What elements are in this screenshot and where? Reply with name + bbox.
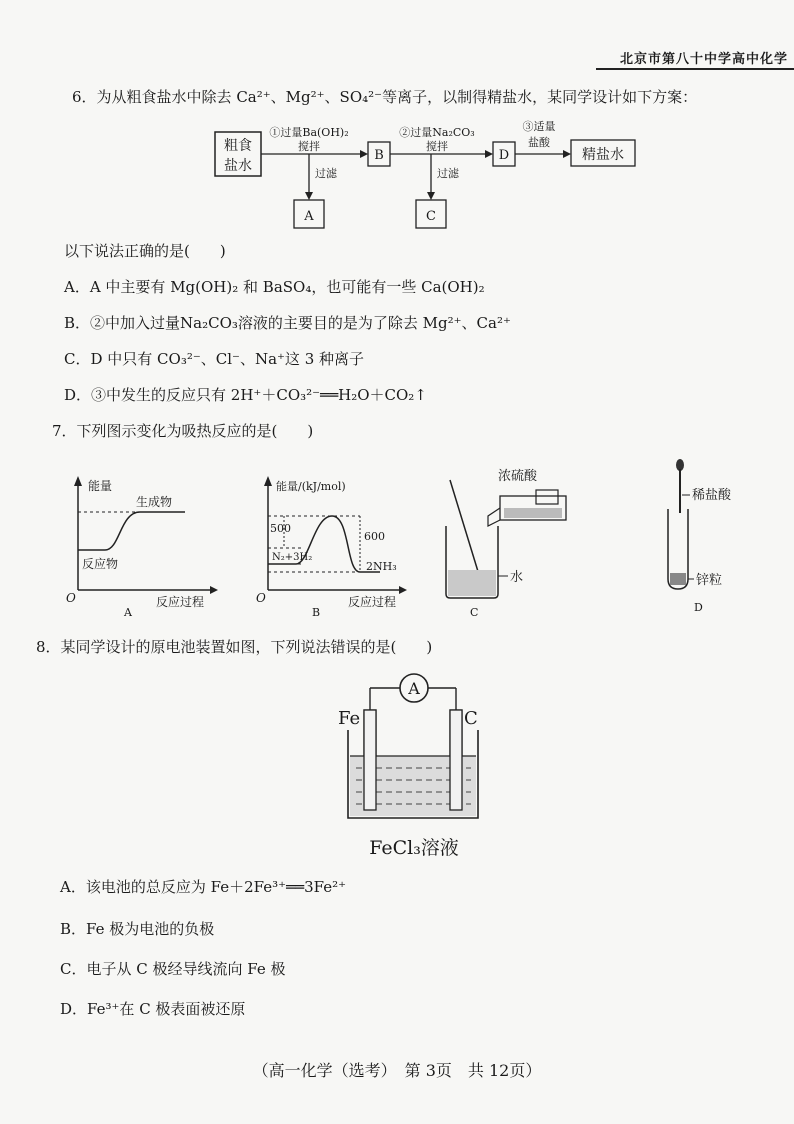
q6-flow-diagram — [205, 112, 655, 237]
fig-a-product: 生成物 — [136, 495, 173, 509]
page-footer: （高一化学（选考） 第 3页 共 12页） — [252, 1061, 542, 1080]
flow-step2-top: ②过量Na₂CO₃ — [399, 126, 475, 139]
fig-d-metal: 锌粒 — [696, 573, 723, 588]
flow-filter1: 过滤 — [315, 167, 337, 180]
fig-d-reagent: 稀盐酸 — [692, 488, 732, 503]
q8-option-c: C．电子从 C 极经导线流向 Fe 极 — [60, 960, 286, 978]
q8-option-d: D．Fe³⁺在 C 极表面被还原 — [60, 1000, 246, 1018]
fig-a-origin: O — [66, 591, 76, 605]
fig-b-product: 2NH₃ — [366, 560, 397, 573]
flow-step1-top: ①过量Ba(OH)₂ — [269, 126, 349, 139]
cell-left-label: Fe — [338, 708, 361, 729]
flow-step1-bottom: 搅拌 — [298, 140, 320, 153]
fig-a-ylabel: 能量 — [88, 479, 113, 493]
flow-step2-bottom: 搅拌 — [426, 140, 448, 153]
q7-figure-c — [440, 460, 590, 620]
flow-box-d: D — [498, 148, 510, 163]
fig-b-reactant: N₂+3H₂ — [272, 552, 313, 563]
q8-stem: 8．某同学设计的原电池装置如图，下列说法错误的是( ) — [36, 638, 433, 656]
q6-option-b: B．②中加入过量Na₂CO₃溶液的主要目的是为了除去 Mg²⁺、Ca²⁺ — [64, 314, 511, 332]
q6-option-c: C．D 中只有 CO₃²⁻、Cl⁻、Na⁺这 3 种离子 — [64, 350, 365, 368]
q8-option-a: A．该电池的总反应为 Fe＋2Fe³⁺══3Fe²⁺ — [60, 878, 347, 896]
fig-b-xlabel: 反应过程 — [348, 595, 397, 609]
q6-stem: 6．为从粗食盐水中除去 Ca²⁺、Mg²⁺、SO₄²⁻等离子，以制得精盐水，某同学设计如下方案： — [72, 88, 698, 106]
fig-b-caption: B — [312, 606, 321, 617]
q7-figure-d — [650, 455, 770, 620]
cell-meter-label: A — [408, 679, 420, 698]
flow-start-line1: 粗食 — [224, 138, 252, 154]
q7-stem: 7．下列图示变化为吸热反应的是( ) — [52, 422, 314, 440]
flow-start-line2: 盐水 — [224, 158, 252, 174]
fig-a-reactant: 反应物 — [82, 557, 119, 571]
q6-prompt: 以下说法正确的是( ) — [64, 242, 226, 260]
header-rule — [596, 68, 794, 70]
q6-option-a: A．A 中主要有 Mg(OH)₂ 和 BaSO₄，也可能有一些 Ca(OH)₂ — [64, 278, 485, 296]
q7-figure-a — [60, 472, 220, 617]
fig-d-caption: D — [694, 601, 703, 614]
fig-c-water: 水 — [510, 570, 524, 585]
q7-figure-b — [254, 472, 414, 617]
fig-b-origin: O — [256, 591, 266, 605]
fig-b-ylabel: 能量/(kJ/mol) — [276, 480, 346, 493]
fig-b-val1: 500 — [270, 522, 291, 535]
fig-b-val2: 600 — [364, 530, 385, 543]
school-header: 北京市第八十中学高中化学 — [619, 52, 788, 67]
fig-a-caption: A — [124, 606, 132, 617]
flow-box-b: B — [374, 148, 384, 163]
fig-c-reagent: 浓硫酸 — [498, 469, 538, 484]
flow-box-a: A — [304, 209, 314, 224]
cell-solution-label: FeCl₃溶液 — [369, 837, 459, 859]
flow-step3-top: ③适量 — [522, 120, 556, 133]
flow-end: 精盐水 — [582, 147, 624, 163]
flow-filter2: 过滤 — [437, 167, 459, 180]
flow-step3-bottom: 盐酸 — [528, 136, 550, 149]
fig-c-caption: C — [470, 606, 479, 619]
q8-option-b: B．Fe 极为电池的负极 — [60, 920, 215, 938]
q6-option-d: D．③中发生的反应只有 2H⁺＋CO₃²⁻══H₂O＋CO₂↑ — [64, 386, 427, 404]
flow-box-c: C — [426, 209, 436, 224]
fig-a-xlabel: 反应过程 — [156, 595, 205, 609]
cell-right-label: C — [464, 708, 478, 729]
q8-cell-diagram — [326, 668, 496, 868]
